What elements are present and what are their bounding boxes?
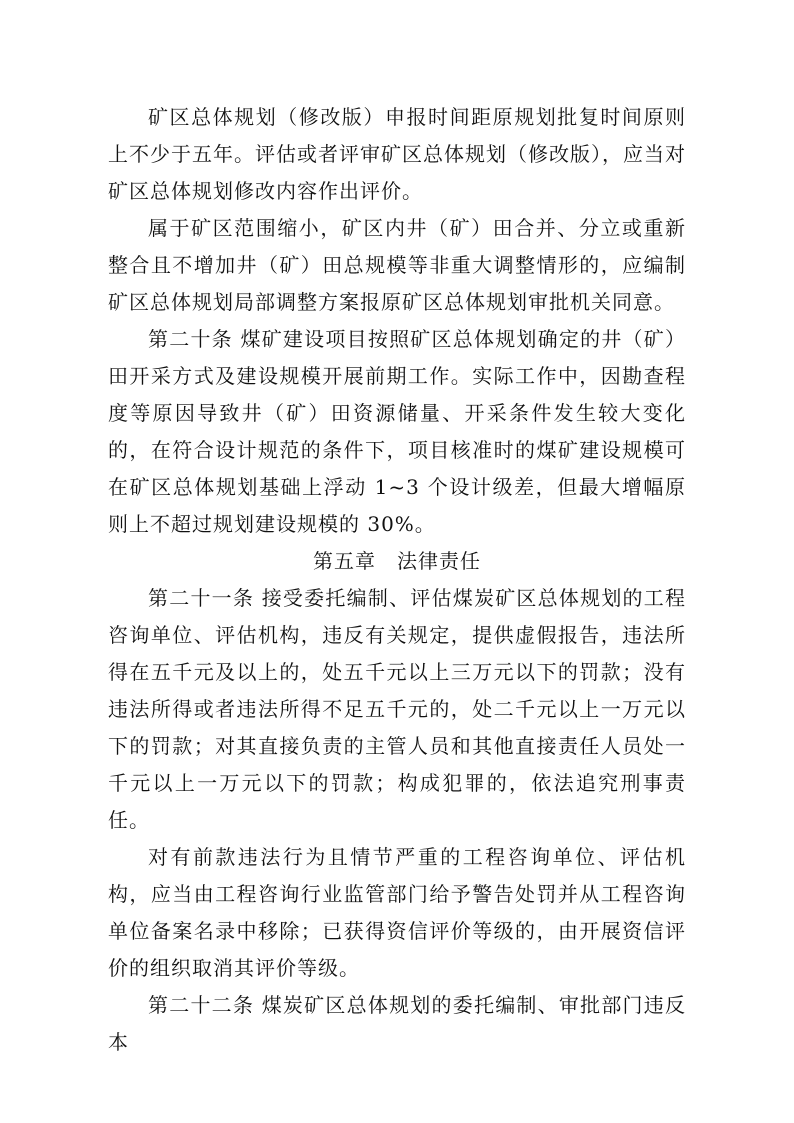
document-page [108,99,686,1061]
paragraph-partial-adjustment: 属于矿区范围缩小，矿区内井（矿）田合并、分立或重新整合且不增加井（矿）田总规模等非重大调整情形的，应编制矿区总体规划局部调整方案报原矿区总体规划审批机关同意。 [108,216,686,314]
paragraph-article-21: 第二十一条 接受委托编制、评估煤炭矿区总体规划的工程咨询单位、评估机构，违反有关规定，提供虚假报告，违法所得在五千元及以上的，处五千元以上三万元以下的罚款；没有违法所得或者违法所得不足五千元的，处二千元以上一万元以下的罚款；对其直接负责的主管人员和其他直接责任人员处一千元以上一万元以下的罚款；构成犯罪的，依法追究刑事责任。 [108,586,686,832]
paragraph-article-20: 第二十条 煤矿建设项目按照矿区总体规划确定的井（矿）田开采方式及建设规模开展前期工作。实际工作中，因勘查程度等原因导致井（矿）田资源储量、开采条件发生较大变化的，在符合设计规范的条件下，项目核准时的煤矿建设规模可在矿区总体规划基础上浮动 1~3 个设计级差，但最大增幅原则上不超过规划建设规模的 30%。 [108,327,686,536]
chapter-heading: 第五章 法律责任 [313,549,481,573]
paragraph-serious-violation: 对有前款违法行为且情节严重的工程咨询单位、评估机构，应当由工程咨询行业监管部门给予警告处罚并从工程咨询单位备案名录中移除；已获得资信评价等级的，由开展资信评价的组织取消其评价等级。 [108,845,686,980]
paragraph-revision-timing: 矿区总体规划（修改版）申报时间距原规划批复时间原则上不少于五年。评估或者评审矿区总体规划（修改版），应当对矿区总体规划修改内容作出评价。 [108,105,686,203]
paragraph-article-22: 第二十二条 煤炭矿区总体规划的委托编制、审批部门违反本 [108,993,686,1054]
